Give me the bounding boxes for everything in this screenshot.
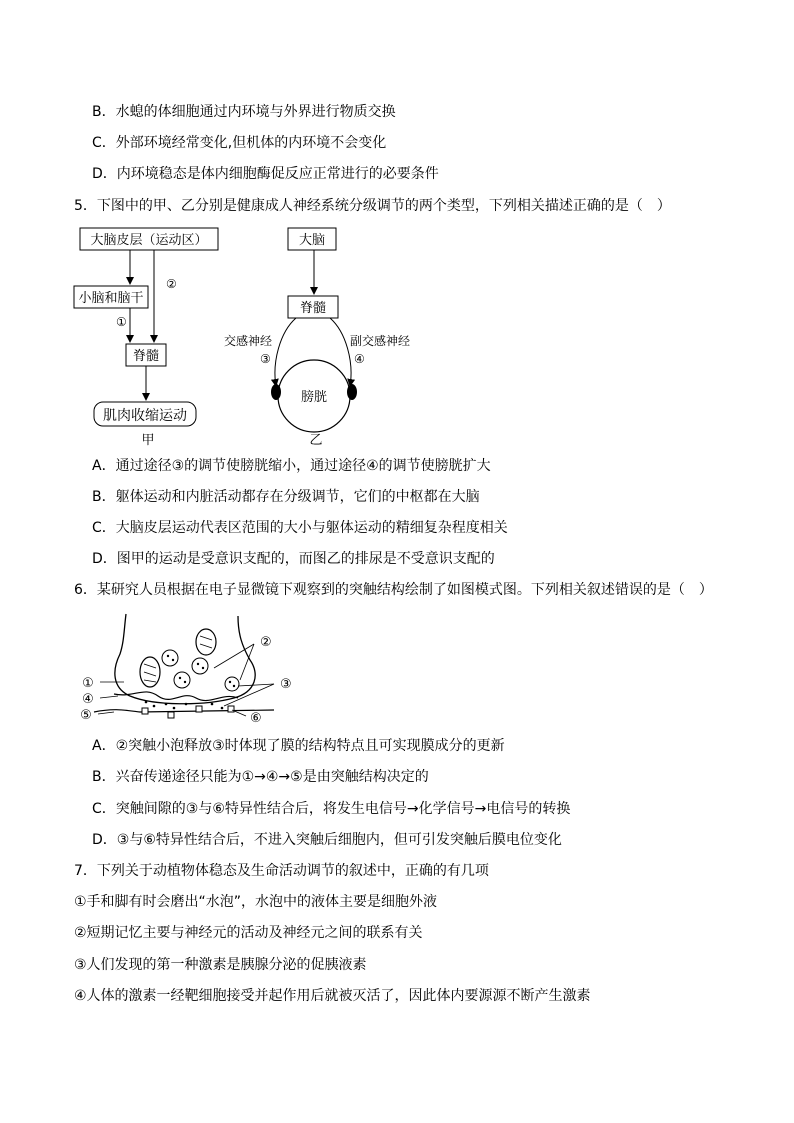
q6-option-b: B．兴奋传递途径只能为①→④→⑤是由突触结构决定的 (92, 769, 429, 785)
q7-item-4: ④人体的激素一经靶细胞接受并起作用后就被灭活了，因此体内要源源不断产生激素 (74, 988, 591, 1004)
syn-label-1: ① (82, 676, 94, 691)
yi-brain-box: 大脑 (298, 233, 326, 248)
q5-option-b: B．躯体运动和内脏活动都存在分级调节，它们的中枢都在大脑 (92, 489, 480, 505)
q5-option-c: C．大脑皮层运动代表区范围的大小与躯体运动的精细复杂程度相关 (92, 520, 508, 536)
q4-option-b: B．水螅的体细胞通过内环境与外界进行物质交换 (92, 104, 396, 120)
syn-label-2: ② (260, 635, 272, 650)
q5-option-d: D．图甲的运动是受意识支配的，而图乙的排尿是不受意识支配的 (92, 551, 495, 567)
q7-stem: 7．下列关于动植物体稳态及生命活动调节的叙述中，正确的有几项 (74, 863, 489, 879)
yi-sympathetic-label: 交感神经 (224, 334, 273, 348)
yi-path3-label: ③ (260, 352, 271, 366)
q5-stem: 5．下图中的甲、乙分别是健康成人神经系统分级调节的两个类型，下列相关描述正确的是（ ） (74, 198, 671, 214)
sympathetic-effector (271, 384, 281, 400)
yi-path4-label: ④ (354, 352, 365, 366)
q6-option-a: A．②突触小泡释放③时体现了膜的结构特点且可实现膜成分的更新 (92, 738, 505, 754)
q7-item-1: ①手和脚有时会磨出“水泡”，水泡中的液体主要是细胞外液 (74, 894, 438, 910)
q7-item-3: ③人们发现的第一种激素是胰腺分泌的促胰液素 (74, 957, 367, 973)
jia-spinal-box: 脊髓 (132, 349, 160, 364)
q5-figure (70, 222, 430, 450)
parasympathetic-effector (347, 384, 357, 400)
yi-parasympathetic-label: 副交感神经 (350, 334, 411, 348)
yi-caption: 乙 (309, 433, 323, 448)
figure-jia (74, 228, 218, 448)
jia-muscle-box: 肌肉收缩运动 (103, 408, 187, 424)
syn-label-5: ⑤ (80, 708, 92, 723)
jia-path1-label: ① (116, 315, 127, 329)
q6-stem: 6．某研究人员根据在电子显微镜下观察到的突触结构绘制了如图模式图。下列相关叙述错误的是（ ） (74, 582, 713, 598)
q5-option-a: A．通过途径③的调节使膀胱缩小，通过途径④的调节使膀胱扩大 (92, 458, 491, 474)
q7-item-2: ②短期记忆主要与神经元的活动及神经元之间的联系有关 (74, 925, 423, 941)
figure-yi (224, 228, 410, 448)
yi-bladder-label: 膀胱 (300, 390, 328, 405)
jia-cerebellum-box: 小脑和脑干 (78, 291, 144, 306)
q4-option-d: D．内环境稳态是体内细胞酶促反应正常进行的必要条件 (92, 166, 439, 182)
q4-option-c: C．外部环境经常变化,但机体的内环境不会变化 (92, 135, 387, 151)
q6-synapse-figure (74, 606, 294, 728)
syn-label-4: ④ (82, 692, 94, 707)
q6-option-d: D．③与⑥特异性结合后，不进入突触后细胞内，但可引发突触后膜电位变化 (92, 832, 562, 848)
syn-label-3: ③ (280, 677, 292, 692)
jia-caption: 甲 (141, 433, 155, 448)
jia-cortex-box: 大脑皮层（运动区） (90, 233, 208, 248)
jia-path2-label: ② (166, 277, 177, 291)
yi-spinal-box: 脊髓 (299, 301, 327, 316)
syn-label-6: ⑥ (250, 711, 262, 726)
q6-option-c: C．突触间隙的③与⑥特异性结合后，将发生电信号→化学信号→电信号的转换 (92, 801, 571, 817)
